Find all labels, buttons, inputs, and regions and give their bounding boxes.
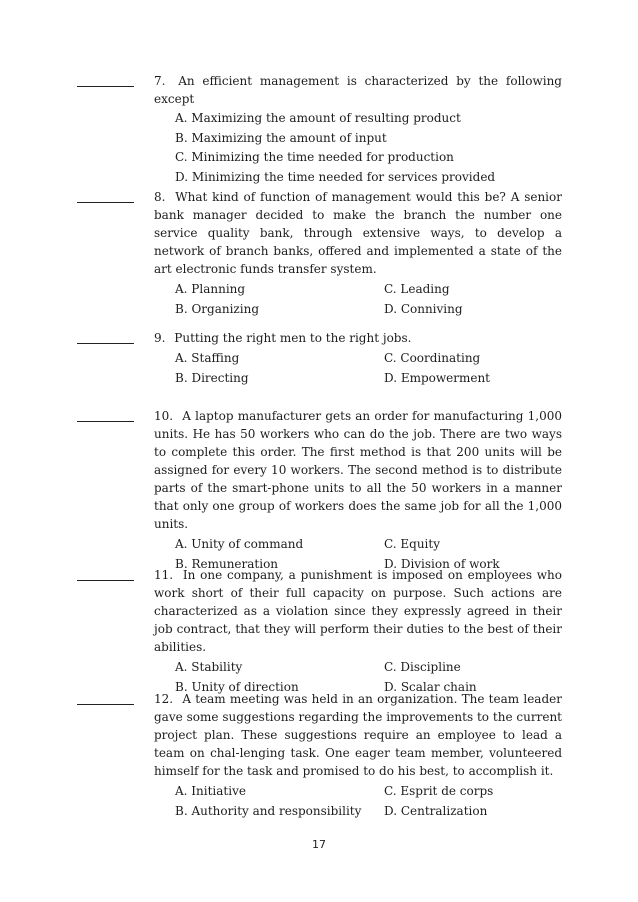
options: [175, 348, 562, 388]
option-b[interactable]: B. Maximizing the amount of input: [175, 130, 387, 145]
answer-blank[interactable]: [77, 202, 134, 203]
options: [175, 109, 562, 187]
answer-blank[interactable]: [77, 704, 134, 705]
option-d[interactable]: D. Division of work: [384, 557, 500, 571]
question-8: [77, 188, 562, 319]
option-a[interactable]: A. Initiative: [175, 784, 246, 798]
option-c[interactable]: C. Equity: [384, 537, 440, 551]
answer-blank[interactable]: [77, 86, 134, 87]
option-d[interactable]: D. Centralization: [384, 804, 488, 818]
option-a[interactable]: A. Stability: [175, 660, 243, 674]
question-stem: [77, 72, 562, 108]
option-d[interactable]: D. Scalar chain: [384, 680, 477, 694]
question-10: [77, 407, 562, 574]
question-9: [77, 329, 562, 388]
option-b[interactable]: B. Authority and responsibility: [175, 804, 362, 818]
options: [175, 279, 562, 319]
question-7: [77, 72, 562, 187]
question-number: 10.: [154, 409, 174, 423]
option-a[interactable]: A. Maximizing the amount of resulting product: [175, 111, 461, 125]
question-text: What kind of function of management would this be? A senior bank manager decided to make the branch the number one service quality bank, through extensive ways, to develop a network of branch banks, offered and implemented a state of the art electronic funds transfer system.: [154, 190, 562, 276]
option-c[interactable]: C. Discipline: [384, 660, 461, 674]
answer-blank[interactable]: [77, 580, 134, 581]
page-number: 17: [312, 838, 326, 851]
option-d[interactable]: D. Minimizing the time needed for services provided: [175, 169, 496, 184]
question-text: A team meeting was held in an organization. The team leader gave some suggestions regarding the improvements to the current project plan. These suggestions require an employee to lead a team on chal-lenging task. One eager team member, volunteered himself for the task and promised to do his best, to accomplish it.: [154, 692, 562, 778]
question-number: 12.: [154, 692, 174, 706]
options: [175, 781, 562, 821]
option-c[interactable]: C. Minimizing the time needed for production: [175, 150, 454, 164]
question-text: Putting the right men to the right jobs.: [174, 331, 412, 345]
option-c[interactable]: C. Coordinating: [384, 351, 481, 365]
question-number: 8.: [154, 190, 166, 204]
question-stem: [77, 690, 562, 780]
answer-blank[interactable]: [77, 343, 134, 344]
question-number: 9.: [154, 331, 166, 345]
option-b[interactable]: B. Directing: [175, 371, 249, 385]
option-b[interactable]: B. Remuneration: [175, 557, 279, 571]
question-text: An efficient management is characterized by the following except: [154, 74, 562, 106]
question-stem: [77, 407, 562, 533]
option-a[interactable]: A. Planning: [175, 282, 246, 296]
question-number: 11.: [154, 568, 174, 582]
answer-blank[interactable]: [77, 421, 134, 422]
option-a[interactable]: A. Staffing: [175, 351, 240, 365]
option-b[interactable]: B. Organizing: [175, 302, 259, 316]
option-a[interactable]: A. Unity of command: [175, 537, 304, 551]
question-stem: [77, 329, 562, 347]
question-stem: [77, 188, 562, 278]
option-d[interactable]: D. Conniving: [384, 302, 463, 316]
question-text: A laptop manufacturer gets an order for manufacturing 1,000 units. He has 50 workers who can do the job. There are two ways to complete this order. The first method is that 200 units will be assigned for every 10 workers. The second method is to distribute parts of the smart-phone units to all the 50 workers in a manner that only one group of workers does the same job for all the 1,000 units.: [154, 409, 562, 531]
option-b[interactable]: B. Unity of direction: [175, 680, 299, 694]
question-12: [77, 690, 562, 821]
option-c[interactable]: C. Esprit de corps: [384, 784, 494, 798]
option-c[interactable]: C. Leading: [384, 282, 450, 296]
question-number: 7.: [154, 74, 166, 88]
question-text: In one company, a punishment is imposed on employees who work short of their full capacity on purpose. Such actions are characterized as a violation since they expressly agreed in their job contract, that they will perform their duties to the best of their abilities.: [154, 568, 562, 654]
question-11: [77, 566, 562, 697]
option-d[interactable]: D. Empowerment: [384, 371, 491, 385]
question-stem: [77, 566, 562, 656]
